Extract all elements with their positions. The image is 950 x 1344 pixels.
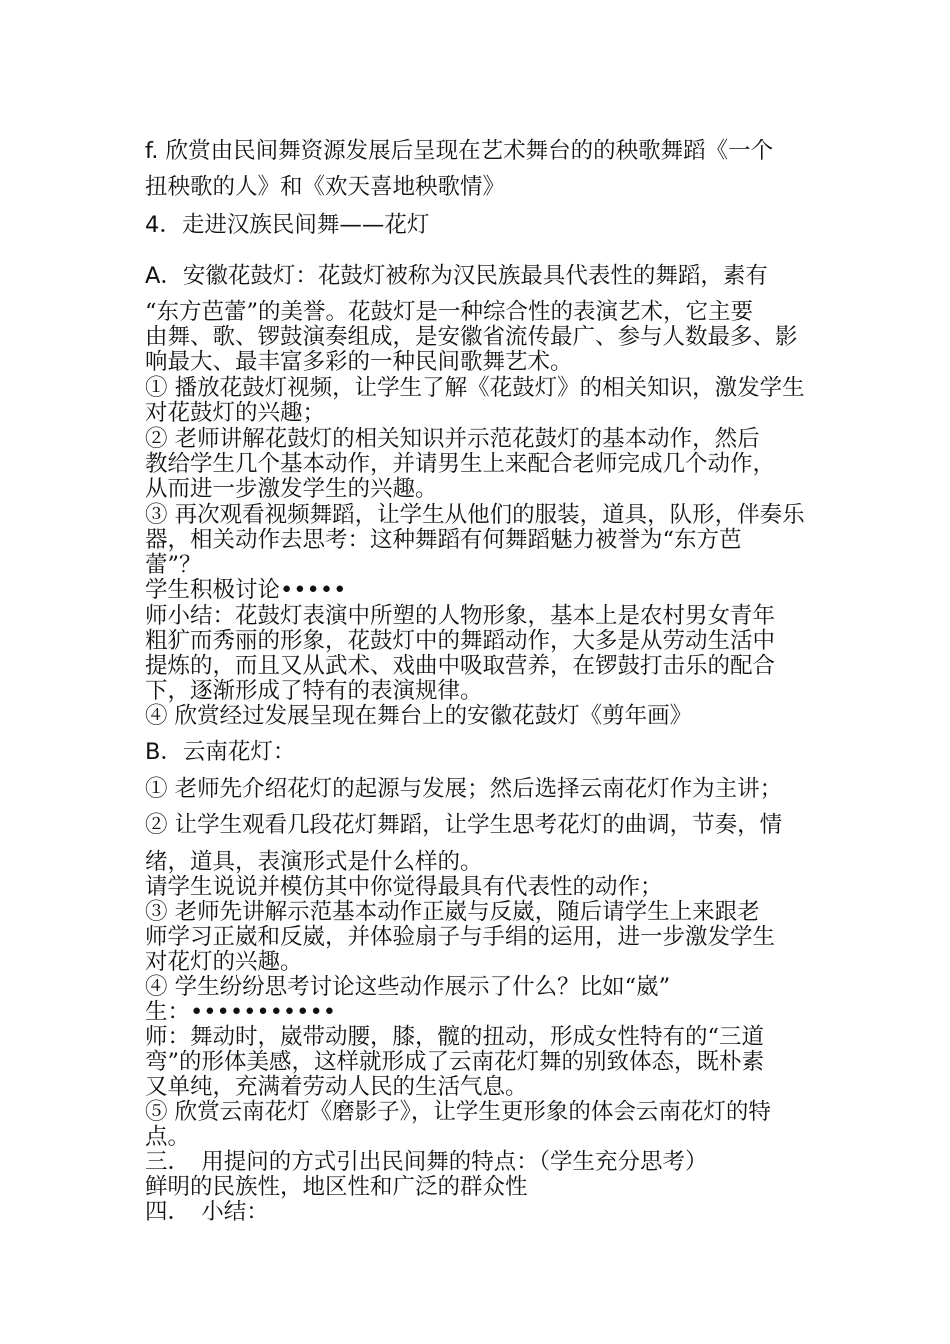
text-line: 由舞、歌、锣鼓演奏组成，是安徽省流传最广、参与人数最多、影	[145, 324, 798, 350]
text-line: “东方芭蕾”的美誉。花鼓灯是一种综合性的表演艺术，它主要	[145, 299, 754, 325]
text-line: 响最大、最丰富多彩的一种民间歌舞艺术。	[145, 349, 573, 375]
text-line: 扭秧歌的人》和《欢天喜地秧歌情》	[145, 174, 506, 200]
text-line: 粗犷而秀丽的形象，花鼓灯中的舞蹈动作，大多是从劳动生活中	[145, 628, 776, 654]
text-line: 师学习正崴和反崴，并体验扇子与手绢的运用，进一步激发学生	[145, 924, 776, 950]
text-line: 弯”的形体美感，这样就形成了云南花灯舞的别致体态，既朴素	[145, 1049, 765, 1075]
text-line: ① 老师先介绍花灯的起源与发展；然后选择云南花灯作为主讲；	[145, 776, 783, 802]
text-line: 师小结：花鼓灯表演中所塑的人物形象，基本上是农村男女青年	[145, 603, 776, 629]
text-line: ③ 老师先讲解示范基本动作正崴与反崴，随后请学生上来跟老	[145, 899, 760, 925]
text-line: ② 让学生观看几段花灯舞蹈，让学生思考花灯的曲调，节奏，情	[145, 812, 783, 838]
text-line: 师：舞动时，崴带动腰，膝，髋的扭动，形成女性特有的“三道	[145, 1024, 765, 1050]
text-line: 绪，道具，表演形式是什么样的。	[145, 849, 483, 875]
subsection-heading: A．安徽花鼓灯：花鼓灯被称为汉民族最具代表性的舞蹈，素有	[145, 263, 768, 289]
subsection-heading: B．云南花灯：	[145, 739, 296, 765]
text-line: 提炼的，而且又从武术、戏曲中吸取营养，在锣鼓打击乐的配合	[145, 653, 776, 679]
text-line: 从而进一步激发学生的兴趣。	[145, 476, 438, 502]
text-line: f. 欣赏由民间舞资源发展后呈现在艺术舞台的的秧歌舞蹈《一个	[145, 138, 774, 164]
text-line: 学生积极讨论•••••	[145, 577, 347, 603]
text-line: ② 老师讲解花鼓灯的相关知识并示范花鼓灯的基本动作，然后	[145, 426, 760, 452]
text-line: ① 播放花鼓灯视频，让学生了解《花鼓灯》的相关知识，激发学生	[145, 375, 805, 401]
text-line: 蕾”？	[145, 552, 202, 578]
text-line: 请学生说说并模仿其中你觉得最具有代表性的动作；	[145, 874, 663, 900]
text-line: ③ 再次观看视频舞蹈，让学生从他们的服装，道具，队形，伴奏乐	[145, 502, 805, 528]
text-line: ⑤ 欣赏云南花灯《磨影子》，让学生更形象的体会云南花灯的特	[145, 1099, 771, 1125]
section-heading: 4．走进汉族民间舞——花灯	[145, 212, 430, 238]
text-line: 对花灯的兴趣。	[145, 949, 303, 975]
text-line: 鲜明的民族性，地区性和广泛的群众性	[145, 1174, 528, 1200]
text-line: 教给学生几个基本动作，并请男生上来配合老师完成几个动作，	[145, 451, 776, 477]
text-line: 点。	[145, 1124, 191, 1150]
text-line: 又单纯，充满着劳动人民的生活气息。	[145, 1074, 528, 1100]
text-line: ④ 学生纷纷思考讨论这些动作展示了什么？比如“崴”	[145, 974, 671, 1000]
section-heading: 四． 小结：	[145, 1199, 269, 1225]
text-line: ④ 欣赏经过发展呈现在舞台上的安徽花鼓灯《剪年画》	[145, 703, 693, 729]
text-line: 器，相关动作去思考：这种舞蹈有何舞蹈魅力被誉为“东方芭	[145, 527, 742, 553]
section-heading: 三． 用提问的方式引出民间舞的特点：（学生充分思考）	[145, 1149, 708, 1175]
text-line: 对花鼓灯的兴趣；	[145, 400, 326, 426]
text-line: 下，逐渐形成了特有的表演规律。	[145, 678, 483, 704]
text-line: 生：•••••••••••	[145, 999, 336, 1025]
